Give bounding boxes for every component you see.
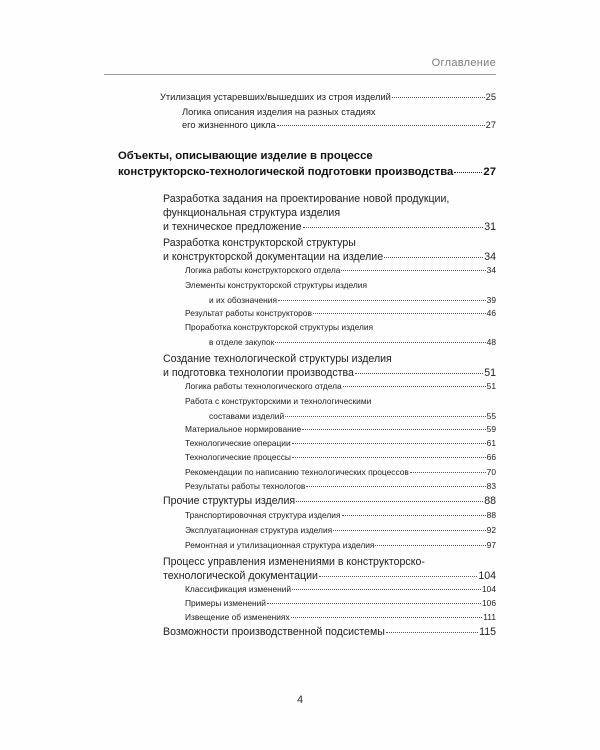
toc-entry-title: Создание технологической структуры изделия bbox=[163, 353, 392, 365]
toc-page-number: 70 bbox=[486, 467, 496, 477]
toc-page-number: 88 bbox=[486, 510, 496, 520]
toc-subentry-title: Логика работы конструкторского отдела bbox=[185, 265, 341, 275]
toc-leader-dots bbox=[333, 530, 486, 531]
toc-leader-dots bbox=[384, 257, 483, 258]
toc-subentry[interactable] bbox=[185, 481, 496, 492]
toc-subentry-title: Результаты работы технологов bbox=[185, 481, 306, 491]
toc-leader-dots bbox=[375, 545, 485, 546]
toc-leader-dots bbox=[343, 386, 486, 387]
toc-subentry-title: Работа с конструкторскими и технологическими bbox=[185, 396, 372, 406]
toc-leader-dots bbox=[313, 313, 486, 314]
toc-entry-title-cont: технологической документации bbox=[163, 570, 318, 582]
toc-leader-dots bbox=[275, 342, 485, 343]
toc-page-number: 61 bbox=[486, 438, 496, 448]
toc-page-number: 111 bbox=[483, 612, 496, 622]
toc-subentry[interactable] bbox=[185, 438, 496, 449]
toc-subentry[interactable] bbox=[185, 467, 496, 478]
toc-page-number: 51 bbox=[486, 381, 496, 391]
toc-page-number: 66 bbox=[486, 452, 496, 462]
toc-subentry[interactable] bbox=[185, 510, 496, 521]
toc-page-number: 27 bbox=[485, 120, 496, 130]
toc-section-entry[interactable] bbox=[118, 148, 496, 180]
toc-leader-dots bbox=[342, 515, 486, 516]
toc-subentry[interactable] bbox=[185, 540, 496, 551]
toc-page-number: 48 bbox=[486, 337, 496, 347]
toc-subentry[interactable] bbox=[185, 424, 496, 435]
toc-leader-dots bbox=[292, 443, 486, 444]
toc-page-number: 88 bbox=[484, 495, 496, 507]
toc-entry-title-cont: функциональная структура изделия bbox=[163, 207, 341, 219]
toc-page-number: 104 bbox=[482, 584, 496, 594]
toc-leader-dots bbox=[306, 486, 485, 487]
toc-page-number: 97 bbox=[486, 540, 496, 550]
toc-subentry[interactable] bbox=[185, 612, 496, 623]
toc-leader-dots bbox=[410, 472, 486, 473]
toc-page-number: 46 bbox=[486, 308, 496, 318]
toc-leader-dots bbox=[355, 373, 483, 374]
toc-subentry-title: Логика работы технологического отдела bbox=[185, 381, 342, 391]
toc-leader-dots bbox=[392, 97, 485, 98]
toc-leader-dots bbox=[292, 457, 486, 458]
toc-entry[interactable] bbox=[163, 352, 496, 380]
toc-subentry-title: Элементы конструкторской структуры изделия bbox=[185, 280, 368, 290]
toc-leader-dots bbox=[291, 617, 483, 618]
toc-page-number: 51 bbox=[484, 367, 496, 379]
toc-page-number: 31 bbox=[484, 221, 496, 233]
toc-entry[interactable] bbox=[163, 192, 496, 234]
toc-leader-dots bbox=[303, 227, 484, 228]
toc-entry[interactable] bbox=[182, 106, 496, 132]
toc-page-number: 27 bbox=[483, 166, 496, 178]
toc-leader-dots bbox=[341, 270, 485, 271]
toc-subentry-title: Результат работы конструкторов bbox=[185, 308, 312, 318]
toc-entry-title-cont: и техническое предложение bbox=[163, 221, 302, 233]
toc-entry-title: Разработка задания на проектирование новой продукции, bbox=[163, 193, 450, 205]
toc-subentry[interactable] bbox=[185, 322, 496, 348]
toc-subentry-title: Транспортировочная структура изделия bbox=[185, 510, 341, 520]
toc-subentry-title: Эксплуатационная структура изделия bbox=[185, 525, 333, 535]
toc-subentry[interactable] bbox=[185, 381, 496, 392]
toc-section-title-cont: конструкторско-технологической подготовки производства bbox=[118, 166, 454, 178]
toc-subentry[interactable] bbox=[185, 452, 496, 463]
toc-subentry-title: Технологические операции bbox=[185, 438, 291, 448]
page-number: 4 bbox=[296, 694, 304, 706]
toc-leader-dots bbox=[454, 172, 482, 173]
toc-leader-dots bbox=[285, 416, 486, 417]
toc-subentry-title-cont: и их обозначения bbox=[209, 295, 278, 305]
toc-entry-title: Утилизация устаревших/вышедших из строя изделий bbox=[160, 92, 391, 102]
toc-page-number: 55 bbox=[486, 411, 496, 421]
toc-page-number: 106 bbox=[482, 598, 496, 608]
toc-entry-title: Процесс управления изменениями в конструкторско- bbox=[163, 556, 425, 568]
toc-subentry[interactable] bbox=[185, 265, 496, 276]
toc-entry[interactable] bbox=[163, 236, 496, 264]
toc-entry[interactable] bbox=[160, 91, 496, 104]
toc-entry-title: Прочие структуры изделия bbox=[163, 495, 296, 507]
toc-page-number: 59 bbox=[486, 424, 496, 434]
toc-subentry-title: Технологические процессы bbox=[185, 452, 291, 462]
toc-page-number: 104 bbox=[478, 570, 496, 582]
toc-subentry[interactable] bbox=[185, 584, 496, 595]
toc-entry-title-cont: его жизненного цикла bbox=[182, 120, 276, 130]
toc-subentry-title: Материальное нормирование bbox=[185, 424, 302, 434]
toc-subentry-title: Классификация изменений bbox=[185, 584, 292, 594]
toc-leader-dots bbox=[319, 576, 477, 577]
toc-section-title: Объекты, описывающие изделие в процессе bbox=[118, 150, 373, 162]
toc-entry-title-cont: и конструкторской документации на изделие bbox=[163, 251, 384, 263]
toc-leader-dots bbox=[386, 632, 478, 633]
toc-subentry[interactable] bbox=[185, 308, 496, 319]
running-header-title: Оглавление bbox=[431, 57, 496, 69]
toc-leader-dots bbox=[296, 501, 483, 502]
toc-leader-dots bbox=[292, 589, 481, 590]
toc-leader-dots bbox=[267, 603, 481, 604]
toc-entry[interactable] bbox=[163, 494, 496, 508]
toc-leader-dots bbox=[278, 300, 486, 301]
toc-page-number: 92 bbox=[486, 525, 496, 535]
toc-entry[interactable] bbox=[163, 625, 496, 639]
toc-leader-dots bbox=[302, 429, 486, 430]
toc-subentry[interactable] bbox=[185, 598, 496, 609]
toc-leader-dots bbox=[277, 125, 485, 126]
toc-page-number: 83 bbox=[486, 481, 496, 491]
toc-subentry-title: Ремонтная и утилизационная структура изделия bbox=[185, 540, 375, 550]
toc-subentry[interactable] bbox=[185, 525, 496, 536]
toc-subentry-title: Извещение об изменениях bbox=[185, 612, 290, 622]
toc-entry-title: Логика описания изделия на разных стадиях bbox=[182, 107, 376, 117]
toc-entry-title: Возможности производственной подсистемы bbox=[163, 626, 385, 638]
toc-page-number: 115 bbox=[479, 626, 496, 638]
toc-entry[interactable] bbox=[163, 555, 496, 583]
toc-page-number: 34 bbox=[486, 265, 496, 275]
toc-page-number: 25 bbox=[485, 92, 496, 102]
toc-page-number: 39 bbox=[486, 295, 496, 305]
toc-subentry-title: Рекомендации по написанию технологических процессов bbox=[185, 467, 409, 477]
toc-subentry[interactable] bbox=[185, 396, 496, 422]
toc-subentry-title-cont: в отделе закупок bbox=[209, 337, 275, 347]
toc-subentry-title: Примеры изменений bbox=[185, 598, 266, 608]
toc-entry-title-cont: и подготовка технологии производства bbox=[163, 367, 354, 379]
toc-entry-title: Разработка конструкторской структуры bbox=[163, 237, 356, 249]
toc-subentry-title-cont: составами изделий bbox=[209, 411, 285, 421]
toc-page-number: 34 bbox=[484, 251, 496, 263]
toc-subentry-title: Проработка конструкторской структуры изделия bbox=[185, 322, 374, 332]
toc-subentry[interactable] bbox=[185, 280, 496, 306]
